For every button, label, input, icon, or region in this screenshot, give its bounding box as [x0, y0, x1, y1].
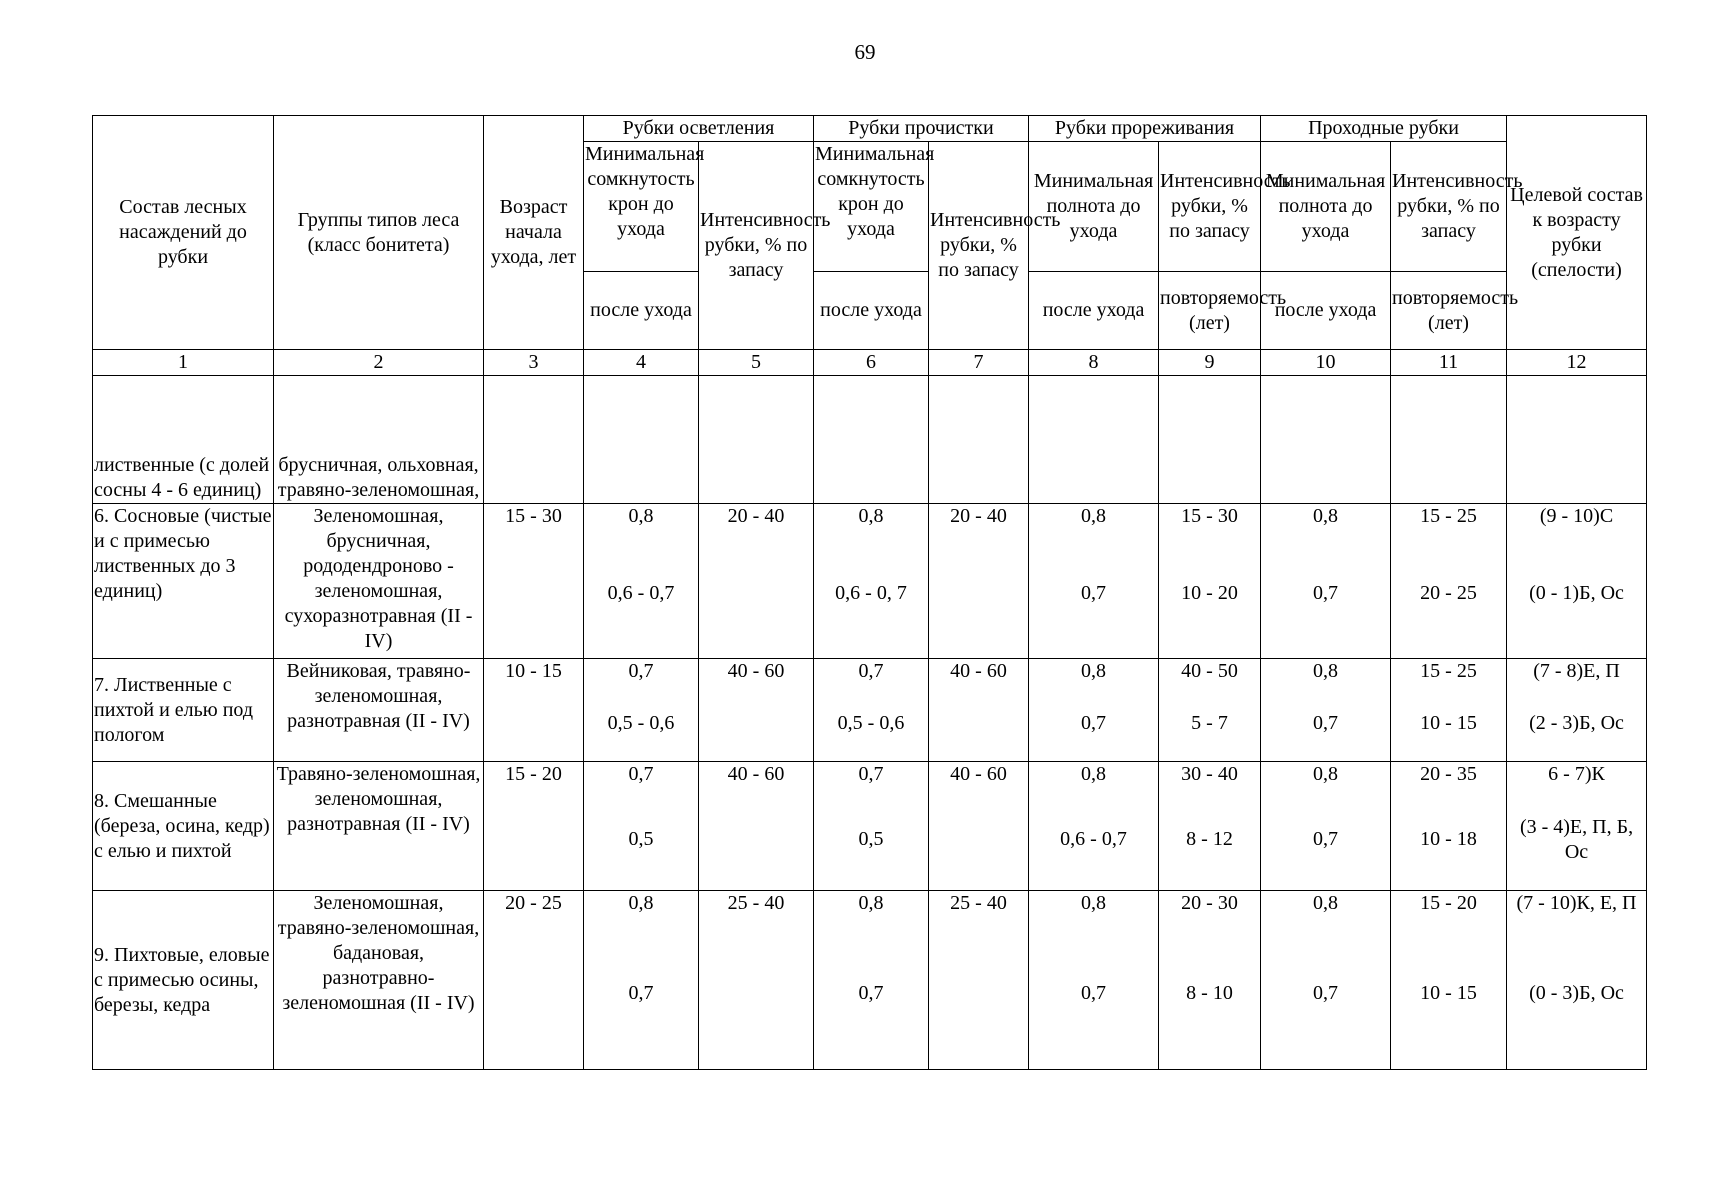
- column-numbers-row: [93, 350, 1647, 376]
- row-target-composition: [1507, 504, 1647, 659]
- value-after: 10 - 20: [1181, 582, 1238, 604]
- row-col9: [1159, 891, 1261, 1070]
- row-start-age: 10 - 15: [484, 659, 584, 762]
- row-target-composition: [1507, 659, 1647, 762]
- header-col4-bottom: после ухода: [584, 272, 699, 350]
- value-before: 0,8: [1081, 892, 1107, 914]
- column-number: 7: [929, 350, 1029, 376]
- value-after: 0,7: [628, 982, 654, 1004]
- header-col8-bottom: после ухода: [1029, 272, 1159, 350]
- row-col8: [1029, 762, 1159, 891]
- header-col10-bottom: после ухода: [1261, 272, 1391, 350]
- header-col6-bottom: после ухода: [814, 272, 929, 350]
- header-col11-bottom: повторяемость (лет): [1391, 272, 1507, 350]
- row-composition: 8. Смешанные (береза, осина, кедр) с елью и пихтой: [93, 762, 274, 891]
- header-col12: Целевой состав к возрасту рубки (спелости): [1507, 116, 1647, 350]
- column-number: 2: [274, 350, 484, 376]
- value-after: 0,6 - 0, 7: [835, 582, 907, 604]
- row-col4: [584, 891, 699, 1070]
- value-before: 40 - 50: [1181, 660, 1238, 682]
- row-forest-type: Вейниковая, травяно-зеленомошная, разнотравная (II - IV): [274, 659, 484, 762]
- value-before: (7 - 8)Е, П: [1533, 660, 1620, 682]
- header-col10-top: Минимальная полнота до ухода: [1261, 142, 1391, 272]
- value-before: 0,7: [858, 660, 884, 682]
- value-before: 0,8: [1313, 660, 1339, 682]
- value-after: 5 - 7: [1191, 712, 1228, 734]
- value-before: 15 - 25: [1420, 660, 1477, 682]
- row-target-composition: [1507, 762, 1647, 891]
- row-forest-type: Зеленомошная, травяно-зеленомошная, бадановая, разнотравно-зеленомошная (II - IV): [274, 891, 484, 1070]
- column-number: 5: [699, 350, 814, 376]
- value-after: 0,7: [1313, 982, 1339, 1004]
- row-col6: [814, 891, 929, 1070]
- value-after: 0,5 - 0,6: [837, 712, 905, 734]
- column-number: 6: [814, 350, 929, 376]
- value-after: (0 - 1)Б, Ос: [1529, 582, 1624, 604]
- header-group-prochistki: Рубки прочистки: [814, 116, 1029, 142]
- row-col7: 40 - 60: [929, 762, 1029, 891]
- row-composition: 9. Пихтовые, еловые с примесью осины, березы, кедра: [93, 891, 274, 1070]
- row-col5: 25 - 40: [699, 891, 814, 1070]
- value-after: 0,5 - 0,6: [607, 712, 675, 734]
- row-col11: [1391, 762, 1507, 891]
- header-group-osvetleniya: Рубки осветления: [584, 116, 814, 142]
- header-col4-top: Минимальная сомкнутость крон до ухода: [584, 142, 699, 272]
- row-col10: [1261, 891, 1391, 1070]
- column-number: 8: [1029, 350, 1159, 376]
- header-col6-top: Минимальная сомкнутость крон до ухода: [814, 142, 929, 272]
- table-row: [93, 762, 1647, 891]
- value-before: 6 - 7)К: [1548, 763, 1605, 785]
- row-forest-type: брусничная, ольховная, травяно-зеленомошная,: [274, 376, 484, 504]
- value-after: 0,7: [858, 982, 884, 1004]
- header-col9-top: Интенсивность рубки, % по запасу: [1159, 142, 1261, 272]
- row-col9: [1159, 659, 1261, 762]
- value-after: 0,5: [858, 828, 884, 850]
- header-col2: Группы типов леса (класс бонитета): [274, 116, 484, 350]
- row-col7: 20 - 40: [929, 504, 1029, 659]
- row-target-composition: [1507, 891, 1647, 1070]
- value-after: 0,6 - 0,7: [1060, 828, 1127, 850]
- value-before: 0,8: [1313, 763, 1339, 785]
- header-col8-top: Минимальная полнота до ухода: [1029, 142, 1159, 272]
- value-before: 30 - 40: [1181, 763, 1238, 785]
- value-after: 0,7: [1313, 582, 1339, 604]
- row-col4: [584, 659, 699, 762]
- table-row: [93, 891, 1647, 1070]
- row-col5: 20 - 40: [699, 504, 814, 659]
- row-col6: [814, 504, 929, 659]
- header-group-prokhodnye: Проходные рубки: [1261, 116, 1507, 142]
- row-col5: 40 - 60: [699, 762, 814, 891]
- value-after: 0,7: [1313, 828, 1339, 850]
- value-before: 0,8: [628, 505, 654, 527]
- value-after: 10 - 18: [1420, 828, 1477, 850]
- value-before: (7 - 10)К, Е, П: [1516, 892, 1637, 914]
- forest-care-table: [92, 115, 1647, 1070]
- header-col7: Интенсивность рубки, % по запасу: [929, 142, 1029, 350]
- row-col9: [1159, 504, 1261, 659]
- value-before: 0,8: [1313, 892, 1339, 914]
- value-before: 0,8: [1081, 763, 1107, 785]
- value-after: 0,6 - 0,7: [607, 582, 675, 604]
- header-col5: Интенсивность рубки, % по запасу: [699, 142, 814, 350]
- table-row: [93, 504, 1647, 659]
- value-before: 15 - 25: [1420, 505, 1477, 527]
- row-col10: [1261, 659, 1391, 762]
- row-col10: [1261, 762, 1391, 891]
- row-col7: 25 - 40: [929, 891, 1029, 1070]
- row-col6: [814, 659, 929, 762]
- value-after: 0,7: [1081, 712, 1107, 734]
- row-col11: [1391, 891, 1507, 1070]
- row-col7: 40 - 60: [929, 659, 1029, 762]
- row-composition: 6. Сосновые (чистые и с примесью лиственных до 3 единиц): [93, 504, 274, 659]
- row-composition: 7. Лиственные с пихтой и елью под пологом: [93, 659, 274, 762]
- value-after: (0 - 3)Б, Ос: [1529, 982, 1624, 1004]
- value-before: 20 - 30: [1181, 892, 1238, 914]
- header-col9-bottom: повторяемость (лет): [1159, 272, 1261, 350]
- row-col9: [1159, 762, 1261, 891]
- column-number: 1: [93, 350, 274, 376]
- value-before: 0,8: [858, 505, 884, 527]
- value-after: 0,7: [1081, 982, 1107, 1004]
- row-col11: [1391, 659, 1507, 762]
- value-before: 20 - 35: [1420, 763, 1477, 785]
- value-before: (9 - 10)С: [1539, 505, 1614, 527]
- header-group-prorezhivaniya: Рубки прореживания: [1029, 116, 1261, 142]
- value-before: 0,8: [1313, 505, 1339, 527]
- row-start-age: 15 - 20: [484, 762, 584, 891]
- value-before: 0,8: [628, 892, 654, 914]
- row-col8: [1029, 504, 1159, 659]
- row-col11: [1391, 504, 1507, 659]
- value-before: 15 - 20: [1420, 892, 1477, 914]
- table-row: [93, 659, 1647, 762]
- value-after: 0,7: [1081, 582, 1107, 604]
- row-col8: [1029, 891, 1159, 1070]
- row-col4: [584, 504, 699, 659]
- value-after: 10 - 15: [1420, 712, 1477, 734]
- page-number: 69: [854, 40, 876, 64]
- row-start-age: 15 - 30: [484, 504, 584, 659]
- header-col11-top: Интенсивность рубки, % по запасу: [1391, 142, 1507, 272]
- column-number: 4: [584, 350, 699, 376]
- value-before: 0,8: [1081, 660, 1107, 682]
- value-after: 8 - 12: [1186, 828, 1233, 850]
- column-number: 12: [1507, 350, 1647, 376]
- value-before: 0,7: [628, 660, 654, 682]
- column-number: 9: [1159, 350, 1261, 376]
- value-after: 8 - 10: [1186, 982, 1233, 1004]
- row-col8: [1029, 659, 1159, 762]
- value-after: (2 - 3)Б, Ос: [1529, 712, 1624, 734]
- row-col5: 40 - 60: [699, 659, 814, 762]
- value-after: 20 - 25: [1420, 582, 1477, 604]
- column-number: 10: [1261, 350, 1391, 376]
- row-col6: [814, 762, 929, 891]
- value-before: 0,7: [628, 763, 654, 785]
- row-col4: [584, 762, 699, 891]
- value-before: 0,8: [858, 892, 884, 914]
- column-number: 11: [1391, 350, 1507, 376]
- row-start-age: 20 - 25: [484, 891, 584, 1070]
- value-before: 0,8: [1081, 505, 1107, 527]
- value-after: 10 - 15: [1420, 982, 1477, 1004]
- header-col3: Возраст начала ухода, лет: [484, 116, 584, 350]
- value-after: 0,5: [628, 828, 654, 850]
- row-composition: лиственные (с долей сосны 4 - 6 единиц): [93, 376, 274, 504]
- row-forest-type: Травяно-зеленомошная, зеленомошная, разнотравная (II - IV): [274, 762, 484, 891]
- header-col1: Состав лесных насаждений до рубки: [93, 116, 274, 350]
- value-before: 0,7: [858, 763, 884, 785]
- table-row: [93, 376, 1647, 504]
- column-number: 3: [484, 350, 584, 376]
- value-before: 15 - 30: [1181, 505, 1238, 527]
- row-forest-type: Зеленомошная, брусничная, рододендроново - зеленомошная, сухоразнотравная (II - IV): [274, 504, 484, 659]
- value-after: (3 - 4)Е, П, Б, Ос: [1519, 816, 1634, 863]
- value-after: 0,7: [1313, 712, 1339, 734]
- row-col10: [1261, 504, 1391, 659]
